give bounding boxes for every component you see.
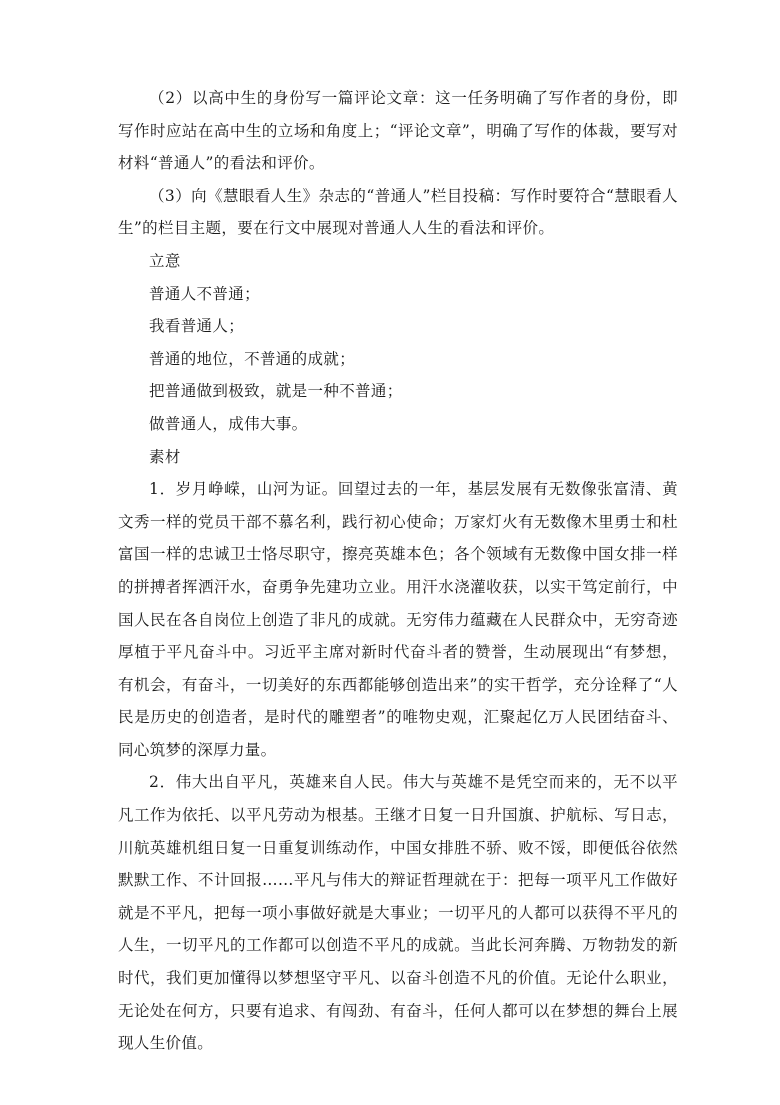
idea-line-2: 我看普通人； [149, 317, 245, 336]
idea-line-4: 把普通做到极致，就是一种不普通； [149, 382, 403, 401]
paragraph-task-2: （2）以高中生的身份写一篇评论文章：这一任务明确了写作者的身份，即写作时应站在高中生的立场和角度上；“评论文章”，明确了写作的体裁，要写对材料“普通人”的看法和评价。 [118, 89, 678, 173]
idea-line-5: 做普通人，成伟大事。 [149, 414, 308, 433]
heading-sucai: 素材 [149, 447, 181, 466]
paragraph-task-3: （3）向《慧眼看人生》杂志的“普通人”栏目投稿：写作时要符合“慧眼看人生”的栏目主题，要在行文中展现对普通人人生的看法和评价。 [118, 186, 678, 238]
idea-line-1: 普通人不普通； [149, 284, 260, 303]
idea-line-3: 普通的地位，不普通的成就； [149, 349, 356, 368]
heading-liyi: 立意 [149, 251, 181, 270]
material-paragraph-1: 1．岁月峥嵘，山河为证。回望过去的一年，基层发展有无数像张富清、黄文秀一样的党员干部不慕名利，践行初心使命；万家灯火有无数像木里勇士和杜富国一样的忠诚卫士恪尽职守，擦亮英雄本色；各个领域有无数像中国女排一样的拼搏者挥洒汗水，奋勇争先建功立业。用汗水浇灌收获，以实干笃定前行，中国人民在各自岗位上创造了非凡的成就。无穷伟力蕴藏在人民群众中，无穷奇迹厚植于平凡奋斗中。习近平主席对新时代奋斗者的赞誉，生动展现出“有梦想，有机会，有奋斗，一切美好的东西都能够创造出来”的实干哲学，充分诠释了“人民是历史的创造者，是时代的雕塑者”的唯物史观，汇聚起亿万人民团结奋斗、同心筑梦的深厚力量。 [118, 480, 678, 759]
document-page [118, 82, 678, 1060]
material-paragraph-2: 2．伟大出自平凡，英雄来自人民。伟大与英雄不是凭空而来的，无不以平凡工作为依托、以平凡劳动为根基。王继才日复一日升国旗、护航标、写日志，川航英雄机组日复一日重复训练动作，中国女排胜不骄、败不馁，即便低谷依然默默工作、不计回报……平凡与伟大的辩证哲理就在于：把每一项平凡工作做好就是不平凡，把每一项小事做好就是大事业；一切平凡的人都可以获得不平凡的人生，一切平凡的工作都可以创造不平凡的成就。当此长河奔腾、万物勃发的新时代，我们更加懂得以梦想坚守平凡、以奋斗创造不凡的价值。无论什么职业，无论处在何方，只要有追求、有闯劲、有奋斗，任何人都可以在梦想的舞台上展现人生价值。 [118, 773, 678, 1053]
